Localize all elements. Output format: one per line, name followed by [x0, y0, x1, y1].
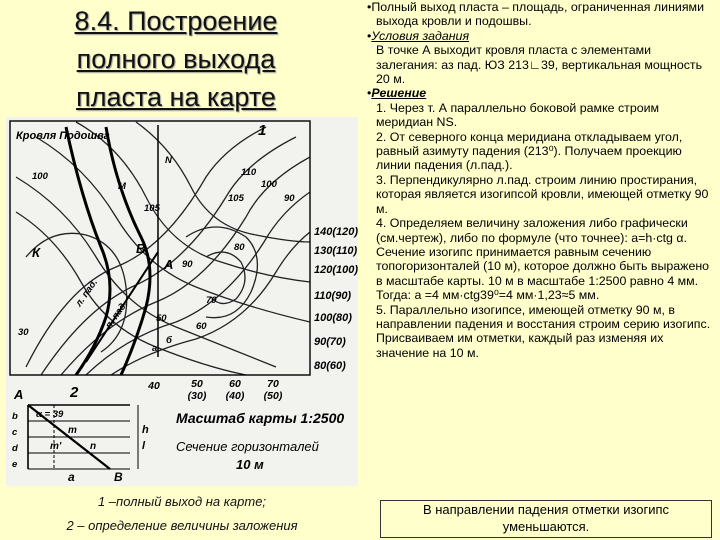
title-line-2: полного выхода [76, 44, 276, 74]
map-figure [6, 117, 358, 486]
panel-2-n: n [90, 441, 97, 452]
map-label-l-pad: л. пад. [73, 277, 101, 309]
panel-2-point-b: В [114, 470, 123, 484]
map-label-90-mid: 90 [182, 259, 193, 270]
bottom-label-30-paren: (30) [187, 390, 207, 402]
contour-interval-value: 10 м [236, 457, 264, 472]
bullet-conditions: •Условия задания [367, 28, 470, 43]
panel-2-letter-c: c [12, 427, 18, 438]
elev-label-130-110: 130(110) [314, 245, 358, 257]
map-label-M: М [118, 181, 126, 192]
panel-2-letter-d: d [12, 443, 18, 454]
map-label-70: 70 [206, 295, 217, 306]
elev-label-100-80: 100(80) [314, 312, 352, 324]
bottom-label-60: 60 [229, 378, 241, 390]
map-label-105-right: 105 [228, 193, 244, 204]
step-4: 4. Определяем величину заложения либо графически (см.чертеж), либо по формуле (что точнее): а=h·ctg α. Сечение изогипс принимается равным сечению топогоризонталей (10 м), которое должно быть выражено в масштабе карты. 10 м в масштабе 1:2500 равно 4 мм. Тогда: а =4 мм·ctg39⁰=4 мм·1,23≈5 мм. [376, 216, 710, 303]
panel-2-diagram [12, 384, 149, 484]
map-label-30: 30 [18, 327, 29, 338]
map-label-N: N [165, 155, 172, 166]
map-scale-text: Масштаб карты 1:2500 [176, 410, 345, 426]
highlight-box: В направлении падения отметки изогипс уменьшаются. [380, 500, 712, 538]
map-label-p-pad: п. пад. [103, 299, 131, 331]
right-elevation-labels [314, 226, 358, 372]
panel-2-h: h [142, 424, 149, 436]
map-label-B: В [136, 241, 146, 256]
title-line-3: пласта на карте [76, 82, 276, 112]
caption-2: 2 – определение величины заложения [66, 518, 298, 533]
map-frame [10, 121, 310, 375]
map-label-K: К [32, 245, 40, 260]
bottom-label-50-paren: (50) [263, 390, 283, 402]
panel-2-alpha: α = 39 [36, 409, 64, 420]
panel-2-l: l [142, 440, 146, 452]
panel-2-a: a [68, 470, 75, 484]
bottom-label-40-paren: (40) [225, 390, 245, 402]
caption-1: 1 –полный выход на карте; [97, 494, 267, 509]
solution-heading: Решение [371, 86, 427, 101]
map-label-50: 50 [156, 313, 167, 324]
title-line-1: 8.4. Построение [74, 6, 278, 36]
map-label-60: 60 [196, 321, 207, 332]
step-5: 5. Параллельно изогипсе, имеющей отметку 90 м, в направлении падения и восстания строим серию изогипс. Присваиваем им отметки, каждый раз изменяя их значение на 10 м. [376, 302, 711, 360]
panel-2-letter-e: e [12, 459, 18, 470]
bottom-label-50: 50 [191, 378, 203, 390]
map-drawing [6, 117, 358, 486]
elev-label-120-100: 120(100) [314, 264, 358, 276]
conditions-heading: Условия задания [371, 28, 470, 43]
slide-title [16, 2, 336, 116]
step-1: 1. Через т. А параллельно боковой рамке строим меридиан NS. [376, 100, 660, 130]
step-2: 2. От северного конца меридиана откладываем угол, равный азимуту падения (213⁰). Получаем проекцию линии падения (л.пад.). [376, 129, 683, 173]
elev-label-80-60: 80(60) [314, 360, 346, 372]
map-label-90-right: 90 [284, 193, 295, 204]
step-3: 3. Перпендикулярно л.пад. строим линию простирания, которая является изогипсой кровли, имеющей отметку 90 м. [376, 172, 709, 216]
bullet-solution: •Решение [367, 86, 427, 101]
bottom-label-40: 40 [148, 380, 160, 392]
panel-2-m: m [68, 425, 77, 436]
map-label-b-small: б [166, 335, 172, 346]
contour-network [16, 122, 310, 375]
panel-2-point-a: А [14, 387, 24, 402]
map-label-80-right: 80 [234, 242, 245, 253]
bottom-label-70: 70 [267, 378, 279, 390]
panel-1-number: 1 [258, 122, 267, 139]
bullet-full-outcrop: •Полный выход пласта – площадь, ограниченная линиями выхода кровли и подошвы. [367, 0, 704, 29]
bullet-full-outcrop-text: Полный выход пласта – площадь, ограниченная линиями выхода кровли и подошвы. [371, 0, 704, 29]
elev-label-140-120: 140(120) [314, 226, 358, 238]
map-label-a-small: а [152, 343, 158, 354]
right-text-column [363, 0, 715, 488]
elev-label-90-70: 90(70) [314, 336, 346, 348]
map-label-110: 110 [241, 167, 257, 178]
elev-label-110-90: 110(90) [314, 290, 352, 302]
map-label-100-left: 100 [32, 171, 48, 182]
map-label-105-mid: 105 [144, 203, 160, 214]
map-label-100-right: 100 [261, 179, 277, 190]
panel-2-letter-b: b [12, 411, 18, 422]
panel-2-m-prime: m' [50, 441, 62, 452]
contour-interval-text: Сечение горизонталей [176, 439, 319, 454]
panel-2-number: 2 [70, 384, 79, 401]
conditions-text: В точке А выходит кровля пласта с элементами залегания: аз пад. ЮЗ 213∟39, вертикальная мощность 20 м. [376, 43, 703, 87]
map-label-A: А [164, 257, 174, 272]
bottom-elevation-labels [147, 378, 283, 402]
panel-1-header: Кровля Подошва [16, 130, 110, 142]
